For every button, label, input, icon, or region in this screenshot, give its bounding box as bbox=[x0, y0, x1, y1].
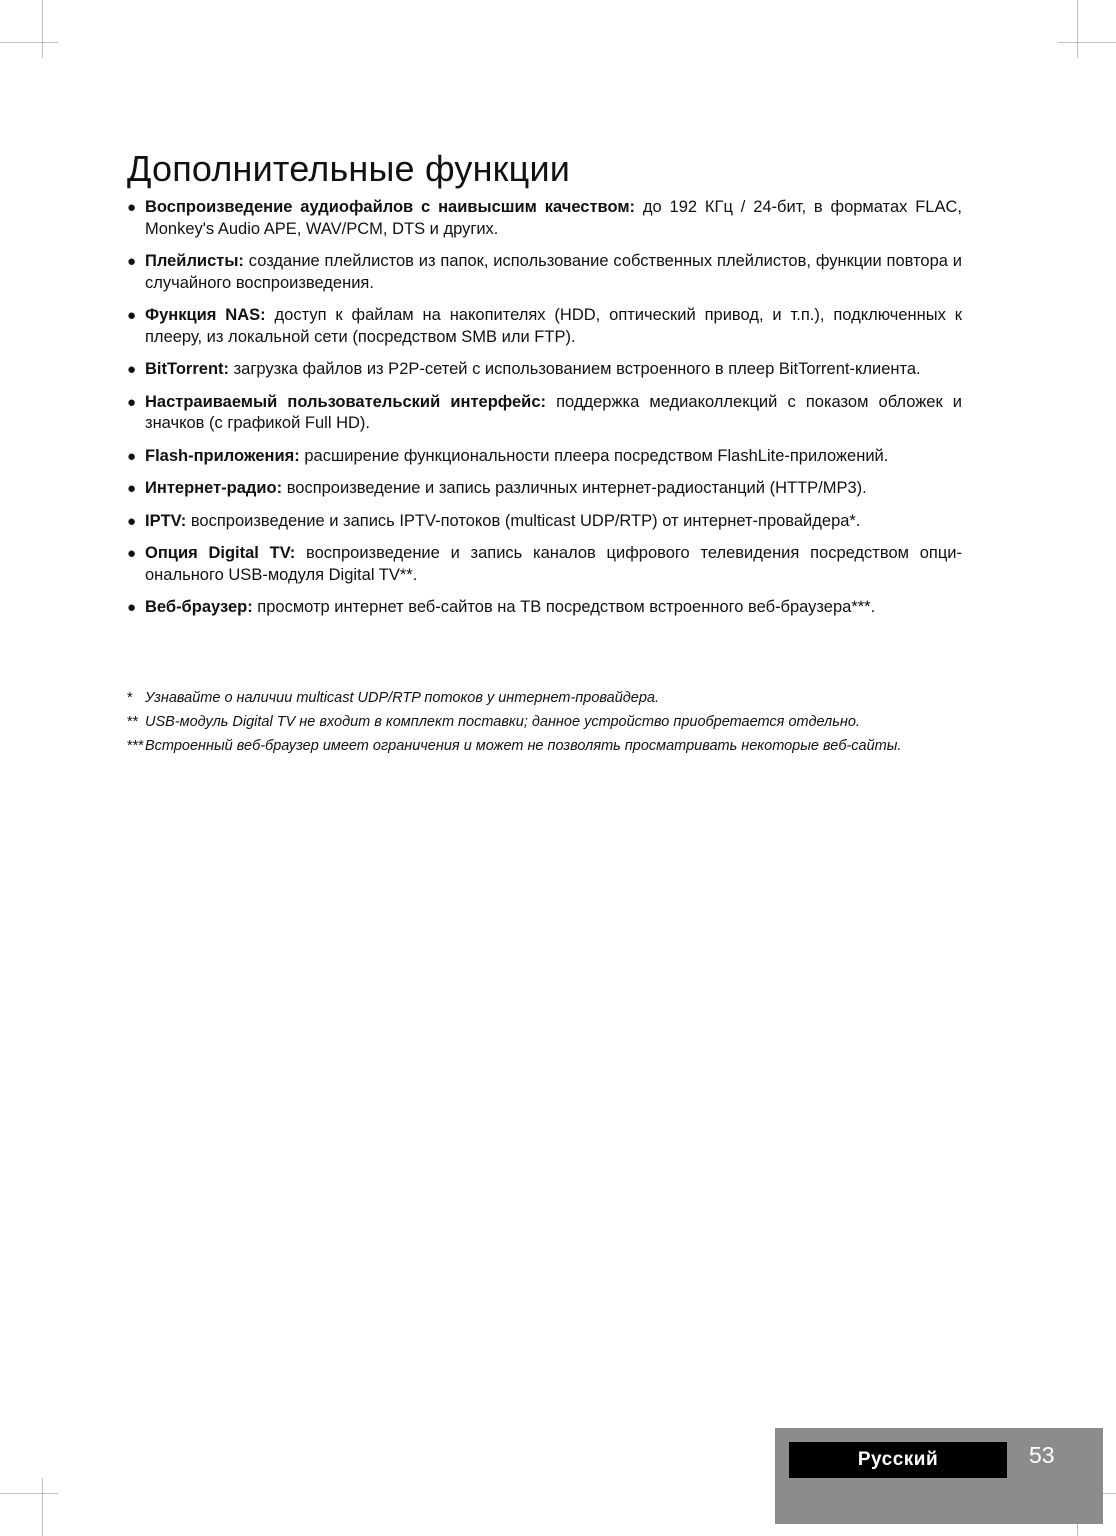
page-title: Дополнительные функции bbox=[127, 148, 571, 189]
list-item bbox=[127, 446, 962, 468]
footnote-text: Узнавайте о наличии multicast UDP/RTP потоков у интернет-провайдера. bbox=[145, 690, 659, 706]
list-item bbox=[127, 359, 962, 381]
crop-mark bbox=[1058, 42, 1116, 43]
feature-text: доступ к файлам на накопителях (HDD, оптический привод, и т.п.), подключенных к плееру, из локальной сети (посредством SMB или FTP). bbox=[145, 306, 962, 346]
list-item bbox=[127, 197, 962, 240]
crop-mark bbox=[0, 42, 58, 43]
feature-label: Настраиваемый пользовательский интерфейс: bbox=[145, 392, 546, 411]
bullet-icon: ● bbox=[127, 447, 137, 465]
feature-label: Интернет-радио: bbox=[145, 479, 283, 497]
footnote-text: USB-модуль Digital TV не входит в комплект поставки; данное устройство приобретается отдельно. bbox=[145, 714, 860, 730]
footnote-text: Встроенный веб-браузер имеет ограничения и может не позволять просматривать некоторые веб-сайты. bbox=[145, 738, 902, 754]
language-panel bbox=[775, 1428, 1103, 1524]
list-item bbox=[127, 511, 962, 533]
list-item bbox=[127, 305, 962, 348]
crop-mark bbox=[0, 1493, 58, 1494]
feature-label: Плейлисты: bbox=[145, 252, 244, 270]
feature-label: Веб-браузер: bbox=[145, 598, 253, 616]
bullet-icon: ● bbox=[127, 253, 137, 270]
feature-text: расширение функциональности плеера посредством FlashLite-приложений. bbox=[299, 446, 889, 465]
bullet-icon: ● bbox=[127, 307, 137, 324]
feature-text: загрузка файлов из P2P-сетей с использованием встроенного в плеер BitTorrent-клиента. bbox=[229, 360, 921, 378]
bullet-icon: ● bbox=[127, 361, 137, 378]
feature-text: создание плейлистов из папок, использование собственных плейлистов, функции повтора и случайного воспроизведения. bbox=[145, 252, 962, 292]
feature-text: просмотр интернет веб-сайтов на ТВ посредством встроенного веб-браузера***. bbox=[252, 598, 876, 616]
list-item bbox=[127, 597, 962, 619]
feature-label: Опция Digital TV: bbox=[145, 544, 296, 562]
feature-text: воспроизведение и запись каналов цифрового телевидения посредством опционального USB-модуля Digital TV**. bbox=[145, 544, 962, 584]
feature-text: до 192 КГц / 24-бит, в форматах FLAC, Monkey's Audio APE, WAV/PCM, DTS и других. bbox=[145, 198, 962, 238]
list-item bbox=[127, 251, 962, 294]
crop-mark bbox=[42, 0, 43, 58]
crop-mark bbox=[42, 1478, 43, 1536]
footnote-marker: ** bbox=[127, 714, 139, 730]
bullet-icon: ● bbox=[127, 545, 137, 562]
features-list bbox=[127, 197, 962, 630]
footnote bbox=[127, 688, 962, 708]
feature-label: IPTV: bbox=[145, 511, 187, 530]
bullet-icon: ● bbox=[127, 480, 137, 497]
feature-text: воспроизведение и запись различных интернет-радиостанций (HTTP/MP3). bbox=[282, 479, 867, 497]
bullet-icon: ● bbox=[127, 199, 137, 216]
feature-label: Воспроизведение аудиофайлов с наивысшим качеством: bbox=[145, 198, 636, 216]
language-label: Русский bbox=[789, 1442, 1007, 1478]
bullet-icon: ● bbox=[127, 599, 137, 616]
list-item bbox=[127, 543, 962, 586]
footnote-marker: * bbox=[127, 690, 133, 706]
feature-label: Flash-приложения: bbox=[145, 446, 300, 465]
footnote-marker: *** bbox=[127, 738, 144, 754]
feature-label: Функция NAS: bbox=[145, 306, 266, 324]
footnotes bbox=[127, 688, 962, 760]
list-item bbox=[127, 478, 962, 500]
footnote bbox=[127, 712, 962, 732]
feature-text: воспроизведение и запись IPTV-потоков (multicast UDP/RTP) от интернет-провайдера*. bbox=[186, 511, 861, 530]
bullet-icon: ● bbox=[127, 512, 137, 530]
crop-mark bbox=[1077, 0, 1078, 58]
bullet-icon: ● bbox=[127, 393, 137, 411]
footnote bbox=[127, 736, 962, 756]
feature-label: BitTorrent: bbox=[145, 360, 230, 378]
page-number: 53 bbox=[1029, 1442, 1055, 1468]
list-item bbox=[127, 392, 962, 435]
feature-text: поддержка медиаколлекций с показом обложек и значков (с графикой Full HD). bbox=[145, 392, 962, 432]
